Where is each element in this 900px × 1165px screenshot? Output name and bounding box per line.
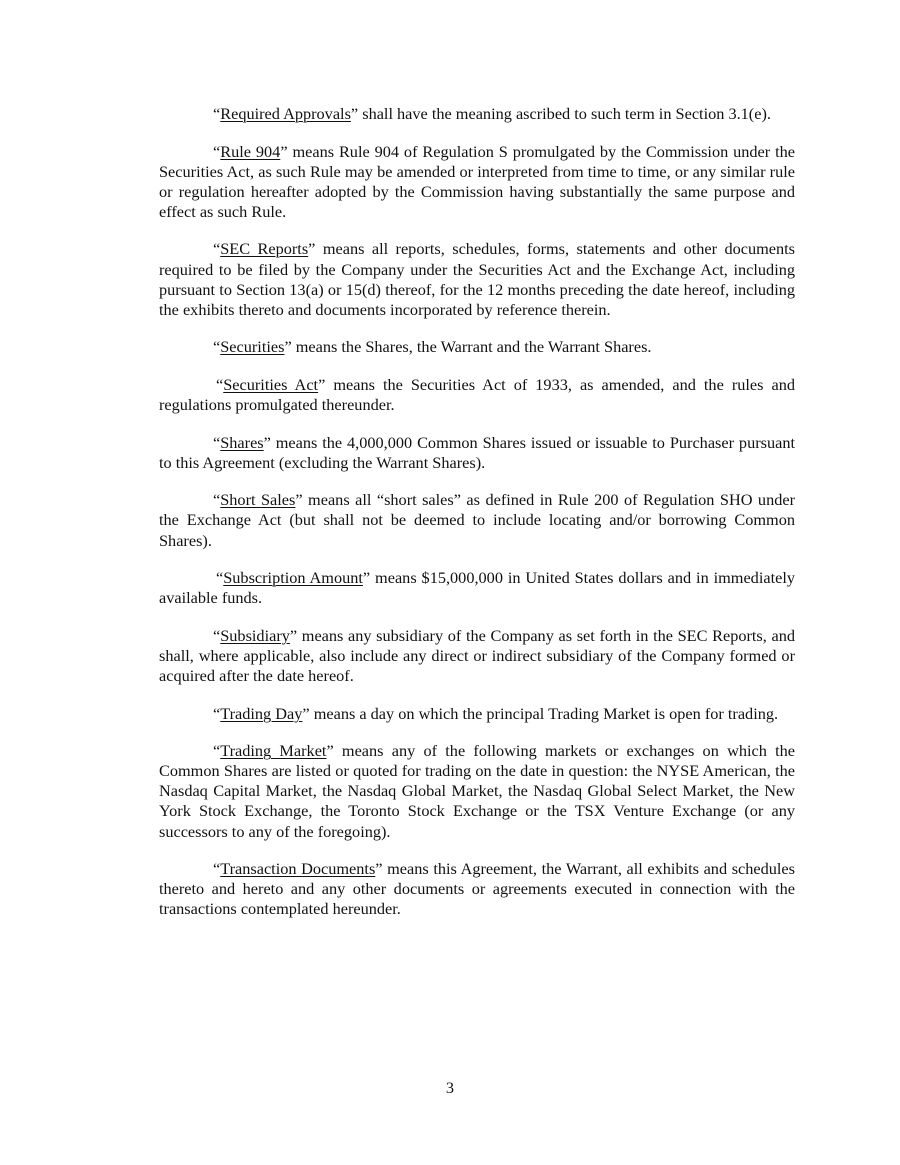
defined-term: Transaction Documents (220, 859, 376, 879)
definition-text: means any subsidiary of the Company as set forth in the SEC Reports, and shall, where applicable, also include any direct or indirect subsidiary of the Company formed or acquired after the date hereof. (159, 625, 795, 685)
definition-text: means the Shares, the Warrant and the Warrant Shares. (291, 337, 652, 357)
definition-text: means all “short sales” as defined in Rule 200 of Regulation SHO under the Exchange Act (but shall not be deemed to include locating and/or borrowing Common Shares). (159, 490, 795, 550)
definition-shares: “Shares” means the 4,000,000 Common Shares issued or issuable to Purchaser pursuant to this Agreement (excluding the Warrant Shares). (159, 432, 795, 472)
document-body (159, 104, 795, 937)
defined-term: Rule 904 (220, 141, 281, 161)
definition-text: means any of the following markets or exchanges on which the Common Shares are listed or quoted for trading on the date in question: the NYSE American, the Nasdaq Capital Market, the Nasdaq Global Market, the Nasdaq Global Select Market, the New York Stock Exchange, the Toronto Stock Exchange or the TSX Venture Exchange (or any successors to any of the foregoing). (159, 741, 795, 841)
definition-text: means a day on which the principal Trading Market is open for trading. (309, 703, 779, 723)
defined-term: Subsidiary (220, 625, 290, 645)
definition-sec-reports: “SEC Reports” means all reports, schedules, forms, statements and other documents required to be filed by the Company under the Securities Act and the Exchange Act, including pursuant to Section 13(a) or 15(d) thereof, for the 12 months preceding the date hereof, including the exhibits thereto and documents incorporated by reference therein. (159, 239, 795, 319)
definition-transaction-documents: “Transaction Documents” means this Agreement, the Warrant, all exhibits and schedules thereto and hereto and any other documents or agreements executed in connection with the transactions contemplated hereunder. (159, 859, 795, 919)
definition-text: means Rule 904 of Regulation S promulgated by the Commission under the Securities Act, as such Rule may be amended or interpreted from time to time, or any similar rule or regulation hereafter adopted by the Commission having substantially the same purpose and effect as such Rule. (159, 141, 795, 221)
definition-text: means this Agreement, the Warrant, all exhibits and schedules thereto and hereto and any other documents or agreements executed in connection with the transactions contemplated hereunder. (159, 859, 795, 919)
definition-subscription-amount: “Subscription Amount” means $15,000,000 in United States dollars and in immediately available funds. (159, 568, 795, 608)
definition-text: means all reports, schedules, forms, statements and other documents required to be filed by the Company under the Securities Act and the Exchange Act, including pursuant to Section 13(a) or 15(d) thereof, for the 12 months preceding the date hereof, including the exhibits thereto and documents incorporated by reference therein. (159, 239, 795, 319)
defined-term: Required Approvals (220, 104, 351, 123)
defined-term: Short Sales (220, 490, 296, 510)
definition-trading-market: “Trading Market” means any of the following markets or exchanges on which the Common Shares are listed or quoted for trading on the date in question: the NYSE American, the Nasdaq Capital Market, the Nasdaq Global Market, the Nasdaq Global Select Market, the New York Stock Exchange, the Toronto Stock Exchange or the TSX Venture Exchange (or any successors to any of the foregoing). (159, 741, 795, 841)
definition-securities-act: “Securities Act” means the Securities Act of 1933, as amended, and the rules and regulations promulgated thereunder. (159, 374, 795, 415)
defined-term: Subscription Amount (223, 568, 363, 588)
definition-securities: “Securities” means the Shares, the Warrant and the Warrant Shares. (213, 337, 652, 357)
defined-term: Shares (220, 432, 264, 452)
defined-term: Securities Act (223, 374, 319, 394)
defined-term: Trading Market (220, 741, 327, 761)
defined-term: Trading Day (220, 703, 303, 723)
definition-trading-day: “Trading Day” means a day on which the principal Trading Market is open for trading. (213, 703, 779, 723)
page-number: 3 (445, 1078, 455, 1097)
definition-required-approvals: “Required Approvals” shall have the meaning ascribed to such term in Section 3.1(e). (213, 104, 771, 123)
defined-term: SEC Reports (220, 239, 309, 259)
definition-short-sales: “Short Sales” means all “short sales” as defined in Rule 200 of Regulation SHO under the Exchange Act (but shall not be deemed to include locating and/or borrowing Common Shares). (159, 490, 795, 550)
definition-text: means the Securities Act of 1933, as amended, and the rules and regulations promulgated thereunder. (159, 374, 795, 415)
defined-term: Securities (220, 337, 285, 357)
definition-text: shall have the meaning ascribed to such term in Section 3.1(e). (358, 104, 771, 123)
definition-text: means the 4,000,000 Common Shares issued or issuable to Purchaser pursuant to this Agreement (excluding the Warrant Shares). (159, 432, 795, 472)
definition-text: means $15,000,000 in United States dollars and in immediately available funds. (159, 568, 795, 608)
definition-rule-904: “Rule 904” means Rule 904 of Regulation S promulgated by the Commission under the Securities Act, as such Rule may be amended or interpreted from time to time, or any similar rule or regulation hereafter adopted by the Commission having substantially the same purpose and effect as such Rule. (159, 141, 795, 221)
definition-subsidiary: “Subsidiary” means any subsidiary of the Company as set forth in the SEC Reports, and shall, where applicable, also include any direct or indirect subsidiary of the Company formed or acquired after the date hereof. (159, 625, 795, 685)
